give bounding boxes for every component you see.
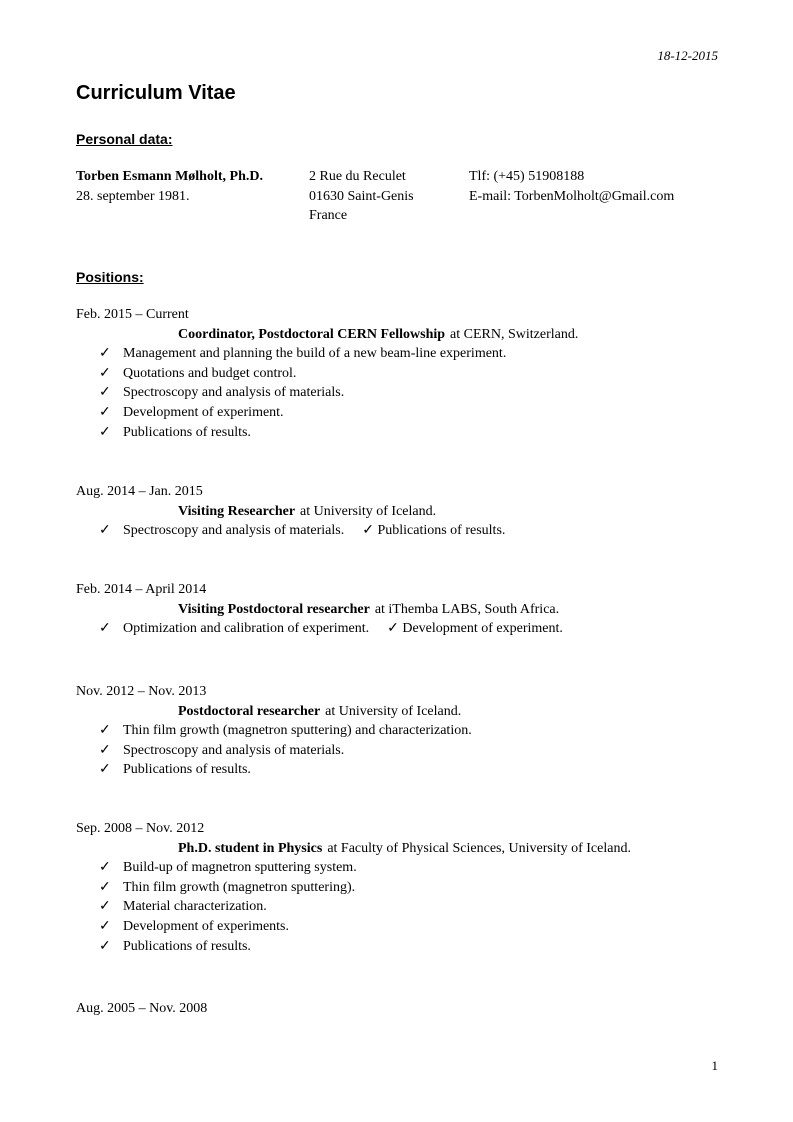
birth-date: 28. september 1981. — [76, 188, 190, 204]
list-item: ✓ Optimization and calibration of experiment. ✓ Development of experiment. — [76, 619, 581, 639]
personal-identity — [76, 167, 263, 206]
positions-heading: Positions: — [76, 269, 144, 285]
check-icon: ✓ — [99, 918, 111, 934]
position-entry — [76, 819, 631, 956]
position-role: Coordinator, Postdoctoral CERN Fellowship — [178, 326, 446, 342]
person-name: Torben Esmann Mølholt, Ph.D. — [76, 169, 263, 184]
list-item: ✓ Development of experiments. — [76, 917, 631, 937]
check-icon: ✓ — [99, 404, 111, 420]
position-entry — [76, 580, 581, 639]
position-place: at University of Iceland. — [325, 703, 462, 719]
address-line-1: 2 Rue du Reculet — [309, 169, 406, 184]
position-role-line — [76, 600, 581, 620]
address-line-3: France — [309, 208, 348, 224]
position-duties — [76, 521, 523, 541]
check-icon: ✓ — [99, 860, 111, 876]
check-icon: ✓ — [99, 523, 111, 539]
check-icon: ✓ — [99, 424, 111, 440]
position-duties — [76, 858, 631, 956]
check-icon: ✓ — [99, 365, 111, 381]
check-icon: ✓ — [99, 346, 111, 362]
list-item: ✓ Publications of results. — [76, 760, 472, 780]
position-duties — [76, 619, 581, 639]
page-number: 1 — [711, 1058, 718, 1073]
position-duties — [76, 344, 578, 442]
position-period: Feb. 2014 – April 2014 — [76, 582, 207, 597]
check-icon: ✓ — [99, 879, 111, 895]
position-entry — [76, 482, 523, 541]
position-entry — [76, 999, 207, 1019]
check-icon: ✓ — [99, 723, 111, 739]
address-line-2: 01630 Saint-Genis — [309, 188, 414, 204]
position-role: Postdoctoral researcher — [178, 703, 321, 719]
position-place: at CERN, Switzerland. — [450, 326, 579, 342]
position-place: at iThemba LABS, South Africa. — [374, 601, 560, 617]
check-icon: ✓ — [99, 938, 111, 954]
position-period: Feb. 2015 – Current — [76, 307, 189, 322]
email-address: E-mail: TorbenMolholt@Gmail.com — [469, 188, 675, 204]
document-date: 18-12-2015 — [657, 48, 718, 63]
personal-data-heading: Personal data: — [76, 131, 173, 147]
check-icon: ✓ — [99, 621, 111, 637]
position-period: Sep. 2008 – Nov. 2012 — [76, 821, 205, 836]
position-duties — [76, 721, 472, 780]
position-entry — [76, 682, 472, 780]
position-role: Visiting Postdoctoral researcher — [178, 601, 370, 617]
position-role-line — [76, 502, 523, 522]
list-item: ✓ Quotations and budget control. — [76, 364, 578, 384]
personal-contact — [469, 167, 674, 206]
list-item: ✓ Material characterization. — [76, 897, 631, 917]
check-icon: ✓ — [99, 742, 111, 758]
check-icon: ✓ — [99, 762, 111, 778]
position-role: Ph.D. student in Physics — [178, 840, 323, 856]
list-item: ✓ Spectroscopy and analysis of materials. — [76, 741, 472, 761]
list-item: ✓ Publications of results. — [76, 423, 578, 443]
list-item: ✓ Thin film growth (magnetron sputtering) and characterization. — [76, 721, 472, 741]
list-item: ✓ Publications of results. — [76, 937, 631, 957]
position-role-line — [76, 325, 578, 345]
position-role: Visiting Researcher — [178, 503, 296, 519]
position-entry — [76, 305, 578, 442]
position-period: Nov. 2012 – Nov. 2013 — [76, 684, 207, 699]
position-period: Aug. 2005 – Nov. 2008 — [76, 1001, 208, 1016]
position-place: at University of Iceland. — [300, 503, 437, 519]
list-item: ✓ Build-up of magnetron sputtering system. — [76, 858, 631, 878]
list-item: ✓ Development of experiment. — [76, 403, 578, 423]
personal-address — [309, 167, 414, 226]
position-period: Aug. 2014 – Jan. 2015 — [76, 484, 203, 499]
check-icon: ✓ — [387, 621, 399, 637]
list-item: ✓ Spectroscopy and analysis of materials. ✓ Publications of results. — [76, 521, 523, 541]
list-item: ✓ Thin film growth (magnetron sputtering). — [76, 878, 631, 898]
check-icon: ✓ — [362, 523, 374, 539]
page-title: Curriculum Vitae — [76, 82, 236, 104]
position-role-line — [76, 702, 472, 722]
position-role-line — [76, 839, 631, 859]
check-icon: ✓ — [99, 385, 111, 401]
list-item: ✓ Spectroscopy and analysis of materials. — [76, 383, 578, 403]
check-icon: ✓ — [99, 899, 111, 915]
list-item: ✓ Management and planning the build of a new beam-line experiment. — [76, 344, 578, 364]
position-place: at Faculty of Physical Sciences, University of Iceland. — [327, 840, 631, 856]
phone-number: Tlf: (+45) 51908188 — [469, 169, 585, 184]
